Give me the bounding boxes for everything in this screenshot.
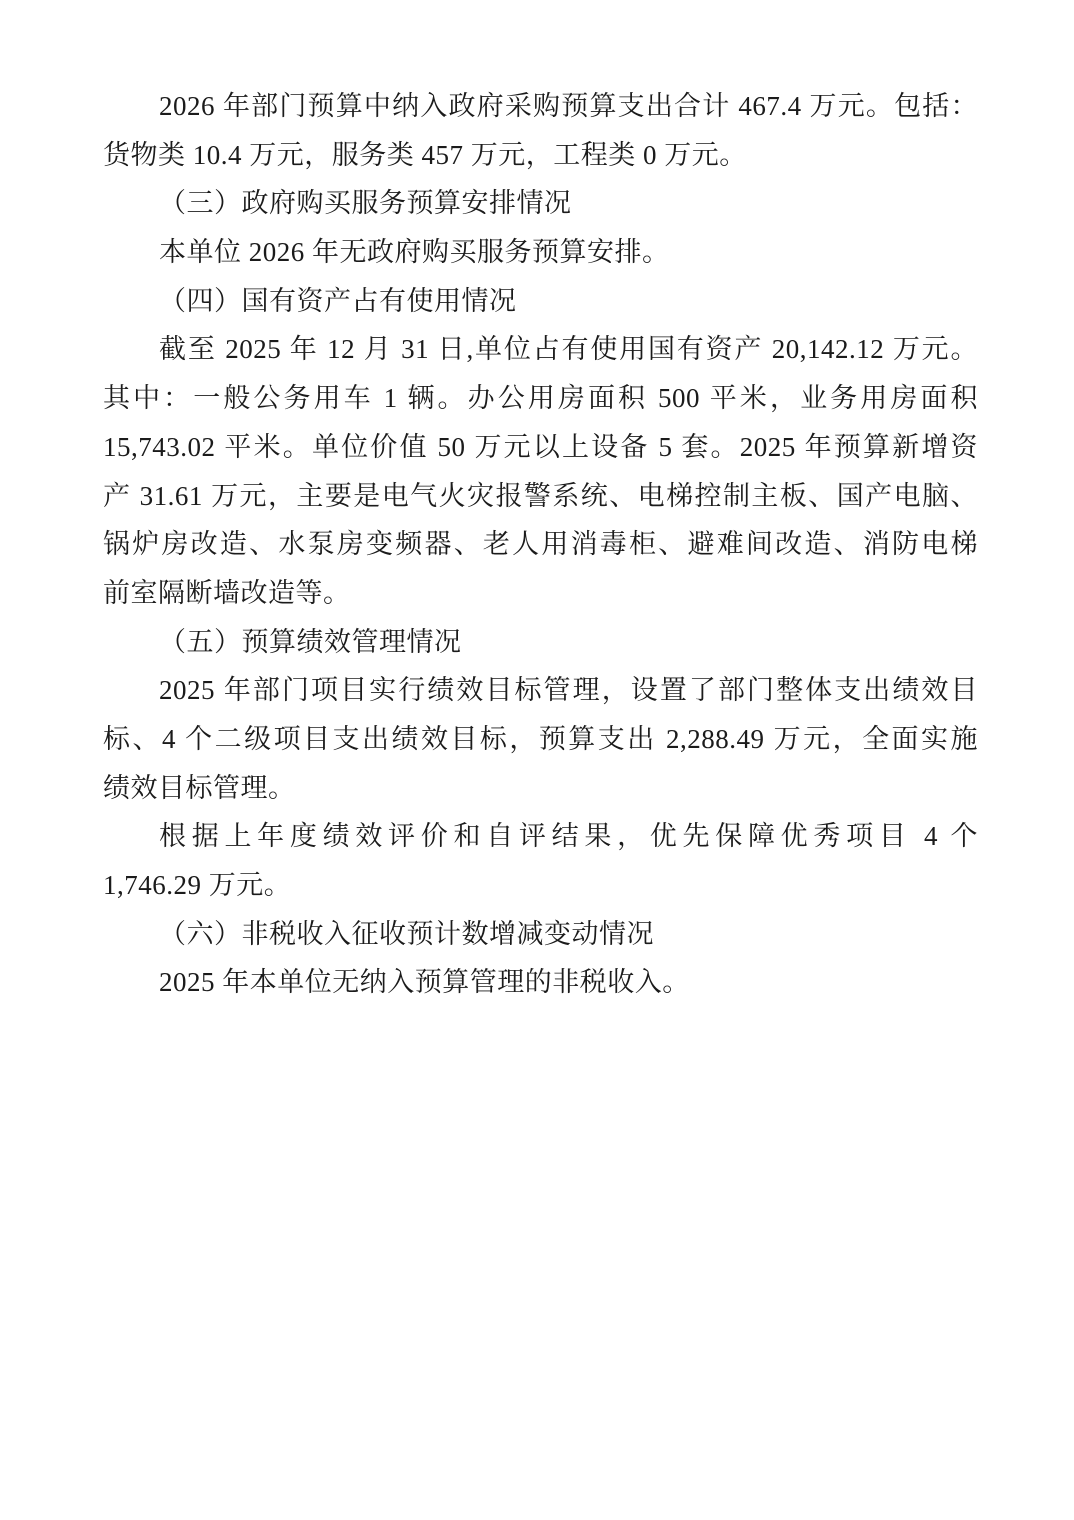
document-body: [103, 82, 978, 1007]
text-line: 截至 2025 年 12 月 31 日,单位占有使用国有资产 20,142.12 万元。: [159, 334, 978, 365]
section-heading: （四）国有资产占有使用情况: [159, 285, 517, 316]
section-heading: （六）非税收入征收预计数增减变动情况: [159, 918, 654, 949]
text-line: 货物类 10.4 万元，服务类 457 万元，工程类 0 万元。: [103, 139, 747, 170]
text-line: 本单位 2026 年无政府购买服务预算安排。: [159, 237, 670, 268]
text-line: 其中：一般公务用车 1 辆。办公用房面积 500 平米，业务用房面积: [103, 383, 978, 414]
section-heading: （三）政府购买服务预算安排情况: [159, 188, 572, 219]
text-line: 根据上年度绩效评价和自评结果，优先保障优秀项目 4 个: [159, 821, 978, 852]
text-line: 锅炉房改造、水泵房变频器、老人用消毒柜、避难间改造、消防电梯: [103, 529, 978, 560]
text-line: 绩效目标管理。: [103, 772, 296, 803]
text-line: 2026 年部门预算中纳入政府采购预算支出合计 467.4 万元。包括：: [159, 91, 978, 121]
text-line: 1,746.29 万元。: [103, 870, 292, 900]
section-heading: （五）预算绩效管理情况: [159, 626, 462, 657]
text-line: 2025 年本单位无纳入预算管理的非税收入。: [159, 967, 690, 998]
text-line: 产 31.61 万元，主要是电气火灾报警系统、电梯控制主板、国产电脑、: [103, 480, 978, 511]
text-line: 标、4 个二级项目支出绩效目标，预算支出 2,288.49 万元，全面实施: [103, 723, 978, 754]
text-line: 前室隔断墙改造等。: [103, 577, 351, 608]
text-line: 15,743.02 平米。单位价值 50 万元以上设备 5 套。2025 年预算新增资: [103, 431, 978, 462]
text-line: 2025 年部门项目实行绩效目标管理，设置了部门整体支出绩效目: [159, 675, 978, 706]
